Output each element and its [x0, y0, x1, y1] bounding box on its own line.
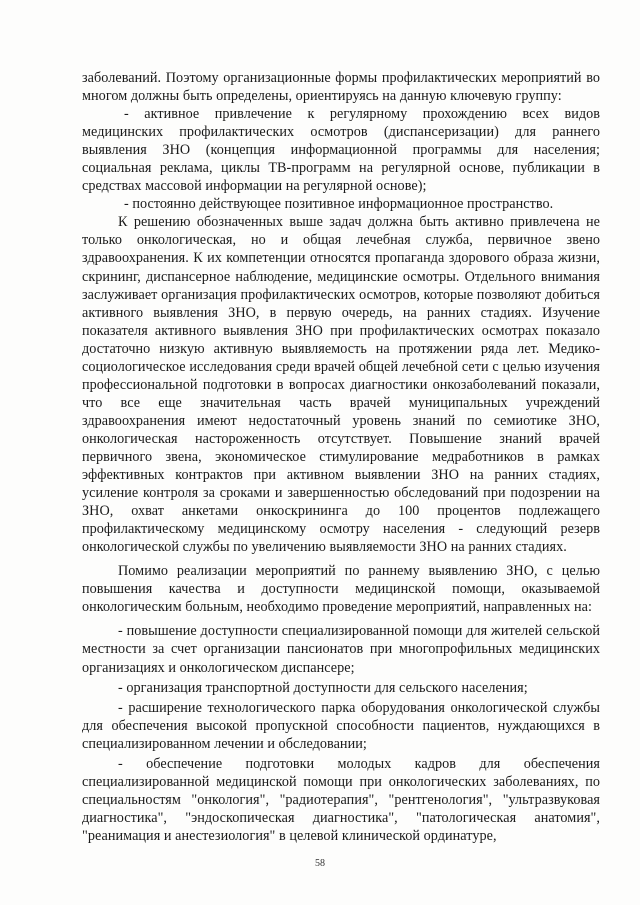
paragraph-solutions: К решению обозначенных выше задач должна быть активно привлечена не только онкологическая, но и общая лечебная служба, первичное звено здравоохранения. К их компетенции относятся пропаганда здорового образа жизни, скрининг, диспансерное наблюдение, медицинские осмотры. Отдельного внимания заслуживает организация профилактических осмотров, которые позволяют добиться активного выявления ЗНО, в первую очередь, на ранних стадиях. Изучение показателя активного выявления ЗНО при профилактических осмотрах показало достаточно низкую активную выявляемость на протяжении ряда лет. Медико-социологическое исследования среди врачей общей лечебной сети с целью изучения профессиональной подготовки в вопросах диагностики онкозаболеваний показали, что все еще значительная часть врачей муниципальных учреждений здравоохранения имеют недостаточный уровень знаний по семиотике ЗНО, онкологическая настороженность отсутствует. Повышение знаний врачей первичного звена, экономическое стимулирование медработников в рамках эффективных контрактов при активном выявлении ЗНО на ранних стадиях, усиление контроля за сроками и завершенностью обследований при подозрении на ЗНО, охват анкетами онкоскрининга до 100 процентов подлежащего профилактическому медицинскому осмотру населения - следующий резерв онкологической службы по увеличению выявляемости ЗНО на ранних стадиях.: [82, 214, 600, 556]
list-item-training: - обеспечение подготовки молодых кадров для обеспечения специализированной медицинской помощи при онкологических заболеваниях, по специальностям "онкология", "радиотерапия", "рентгенология", "ультразвуковая диагностика", "эндоскопическая диагностика", "патологическая анатомия", "реанимация и анестезиология" в целевой клинической ординатуре,: [82, 755, 600, 844]
paragraph-intro-continued: заболеваний. Поэтому организационные формы профилактических мероприятий во многом должны быть определены, ориентируясь на данную ключевую группу:: [82, 70, 600, 105]
list-item-rural-access: - повышение доступности специализированной помощи для жителей сельской местности за счет организации пансионатов при многопрофильных медицинских организациях и онкологическом диспансере;: [82, 623, 600, 676]
list-item-transport: - организация транспортной доступности для сельского населения;: [118, 679, 528, 696]
list-item-info-space: - постоянно действующее позитивное информационное пространство.: [124, 196, 554, 213]
list-item-equipment: - расширение технологического парка оборудования онкологической службы для обеспечения высокой пропускной способности пациентов, нуждающихся в специализированном лечении и обследовании;: [82, 699, 600, 752]
document-body: [82, 69, 600, 845]
paragraph-additional-measures: Помимо реализации мероприятий по раннему выявлению ЗНО, с целью повышения качества и доступности медицинской помощи, оказываемой онкологическим больным, необходимо проведение мероприятий, направленных на:: [82, 563, 600, 616]
list-item-active-attraction: - активное привлечение к регулярному прохождению всех видов медицинских профилактических осмотров (диспансеризации) для раннего выявления ЗНО (концепция информационной программы для населения; социальная реклама, циклы ТВ-программ на регулярной основе, публикации в средствах массовой информации на регулярной основе);: [82, 106, 600, 195]
page-number: 58: [315, 858, 325, 869]
